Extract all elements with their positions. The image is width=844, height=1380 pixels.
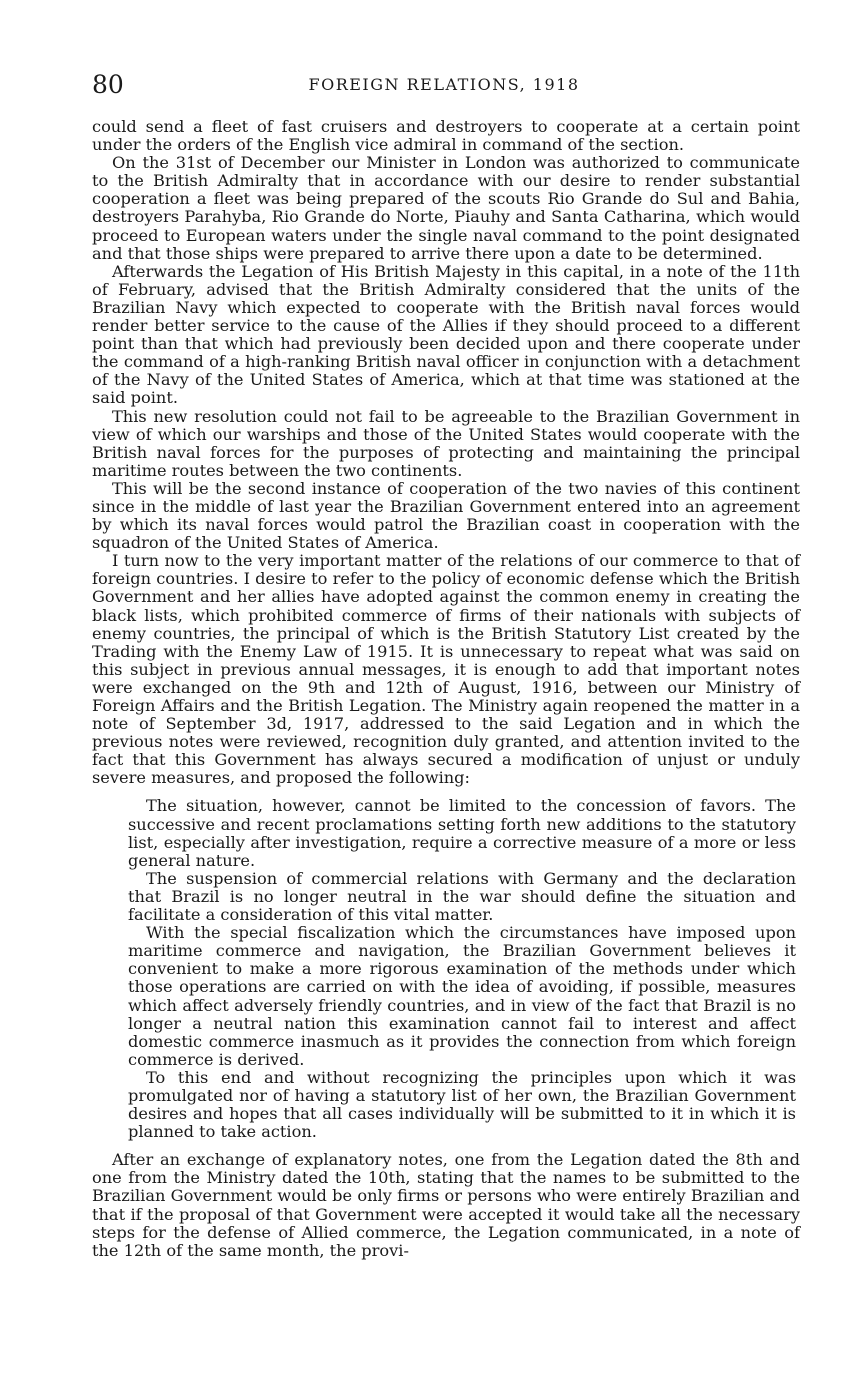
body-text <box>92 118 800 1260</box>
quote-paragraph: To this end and without recognizing the principles upon which it was promulgated nor of having a statutory list of her own, the Brazilian Government desires and hopes that all cases individually will be submitted to it in which it is planned to take action. <box>128 1067 796 1142</box>
running-head: FOREIGN RELATIONS, 1918 <box>308 75 580 94</box>
quote-paragraph: The suspension of commercial relations with Germany and the declaration that Brazil is no longer neutral in the war should define the situation and facilitate a consideration of this vital matter. <box>128 868 796 925</box>
block-quote <box>128 797 796 1141</box>
paragraph: Afterwards the Legation of His British Majesty in this capital, in a note of the 11th of February, advised that the British Admiralty considered that the units of the Brazilian Navy which expected to cooperate with the British naval forces would render better service to the cause of the Allies if they should proceed to a different point than that which had previously been decided upon and there cooperate under the command of a high-ranking British naval officer in conjunction with a detachment of the Navy of the United States of America, which at that time was stationed at the said point. <box>92 261 800 408</box>
paragraph: On the 31st of December our Minister in London was authorized to communicate to the British Admiralty that in accordance with our desire to render substantial cooperation a fleet was being prepared of the scouts Rio Grande do Sul and Bahia, destroyers Parahyba, Rio Grande do Norte, Piauhy and Santa Catharina, which would proceed to European waters under the single naval command to the point designated and that those ships were prepared to arrive there upon a date to be determined. <box>92 153 800 263</box>
paragraph: This new resolution could not fail to be agreeable to the Brazilian Government in view of which our warships and those of the United States would cooperate with the British naval forces for the purposes of protecting and maintaining the principal maritime routes between the two continents. <box>92 406 800 480</box>
page-number: 80 <box>92 70 124 99</box>
quote-paragraph: The situation, however, cannot be limited to the concession of favors. The successive and recent proclamations setting forth new additions to the statutory list, especially after investigation, require a corrective measure of a more or less general nature. <box>128 796 796 870</box>
paragraph: could send a fleet of fast cruisers and destroyers to cooperate at a certain point under the orders of the English vice admiral in command of the section. <box>92 117 800 155</box>
page-header <box>92 70 796 100</box>
paragraph: This will be the second instance of cooperation of the two navies of this continent since in the middle of last year the Brazilian Government entered into an agreement by which its naval forces would patrol the Brazilian coast in cooperation with the squadron of the United States of America. <box>92 478 800 553</box>
paragraph: After an exchange of explanatory notes, one from the Legation dated the 8th and one from the Ministry dated the 10th, stating that the names to be submitted to the Brazilian Government would be only firms or persons who were entirely Brazilian and that if the proposal of that Government were accepted it would take all the necessary steps for the defense of Allied commerce, the Legation communicated, in a note of the 12th of the same month, the provi- <box>92 1150 800 1260</box>
quote-paragraph: With the special fiscalization which the circumstances have imposed upon maritime commerce and navigation, the Brazilian Government believes it convenient to make a more rigorous examination of the methods under which those operations are carried on with the idea of avoiding, if possible, measures which affect adversely friendly countries, and in view of the fact that Brazil is no longer a neutral nation this examination cannot fail to interest and affect domestic commerce inasmuch as it provides the connection from which foreign commerce is derived. <box>128 923 796 1069</box>
paragraph: I turn now to the very important matter of the relations of our commerce to that of foreign countries. I desire to refer to the policy of economic defense which the British Government and her allies have adopted against the common enemy in creating the black lists, which prohibited commerce of firms of their nationals with subjects of enemy countries, the principal of which is the British Statutory List created by the Trading with the Enemy Law of 1915. It is unnecessary to repeat what was said on this subject in previous annual messages, it is enough to add that important notes were exchanged on the 9th and 12th of August, 1916, between our Ministry of Foreign Affairs and the British Legation. The Ministry again reopened the matter in a note of September 3d, 1917, addressed to the said Legation and in which the previous notes were reviewed, recognition duly granted, and attention invited to the fact that this Government has always secured a modification of unjust or unduly severe measures, and proposed the following: <box>92 551 800 788</box>
